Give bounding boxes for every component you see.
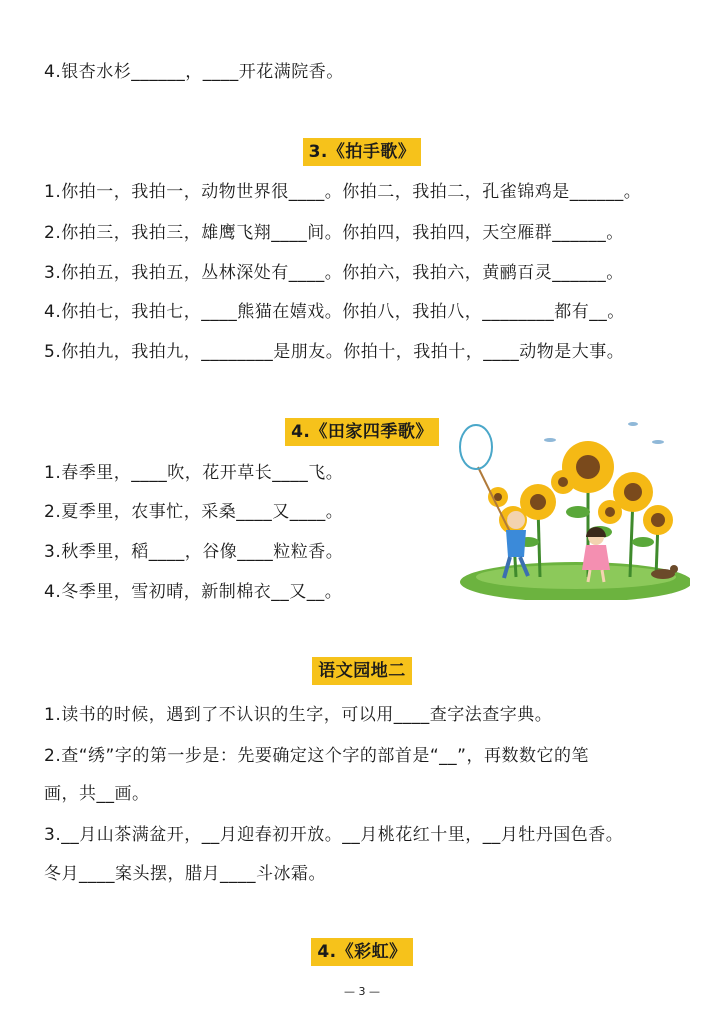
text-line: 冬月____案头摆，腊月____斗冰霜。: [44, 864, 326, 884]
page-number: — 3 —: [344, 985, 380, 998]
heading-label: 3.《拍手歌》: [303, 138, 422, 166]
text-line: 5.你拍九，我拍九，________是朋友。你拍十，我拍十，____动物是大事。: [44, 342, 625, 362]
text-line: 4.银杏水杉______，____开花满院香。: [44, 62, 344, 82]
text-line: 1.春季里，____吹，花开草长____飞。: [44, 463, 344, 483]
section-heading-language-garden: [0, 657, 724, 687]
heading-label: 语文园地二: [312, 657, 412, 685]
text-line: 3.你拍五，我拍五，丛林深处有____。你拍六，我拍六，黄鹂百灵______。: [44, 263, 624, 283]
text-line: 4.冬季里，雪初晴，新制棉衣__又__。: [44, 582, 343, 602]
text-line: 1.你拍一，我拍一，动物世界很____。你拍二，我拍二，孔雀锦鸡是______。: [44, 182, 642, 202]
text-line: 3.__月山茶满盆开，__月迎春初开放。__月桃花红十里，__月牡丹国色香。: [44, 825, 624, 845]
text-line: 4.你拍七，我拍七，____熊猫在嬉戏。你拍八，我拍八，________都有__。: [44, 302, 625, 322]
section-heading-clap-song: [0, 138, 724, 168]
text-line: 画，共__画。: [44, 784, 150, 804]
text-line: 2.你拍三，我拍三，雄鹰飞翔____间。你拍四，我拍四，天空雁群______。: [44, 223, 624, 243]
heading-label: 4.《彩虹》: [311, 938, 412, 966]
heading-label: 4.《田家四季歌》: [285, 418, 439, 446]
text-line: 2.查“绣”字的第一步是：先要确定这个字的部首是“__”，再数数它的笔: [44, 746, 589, 766]
text-line: 3.秋季里，稻____，谷像____粒粒香。: [44, 542, 344, 562]
section-heading-rainbow: [0, 938, 724, 968]
text-line: 1.读书的时候，遇到了不认识的生字，可以用____查字法查字典。: [44, 705, 553, 725]
text-line: 2.夏季里，农事忙，采桑____又____。: [44, 502, 344, 522]
sunflower-children-illustration: [458, 412, 690, 600]
